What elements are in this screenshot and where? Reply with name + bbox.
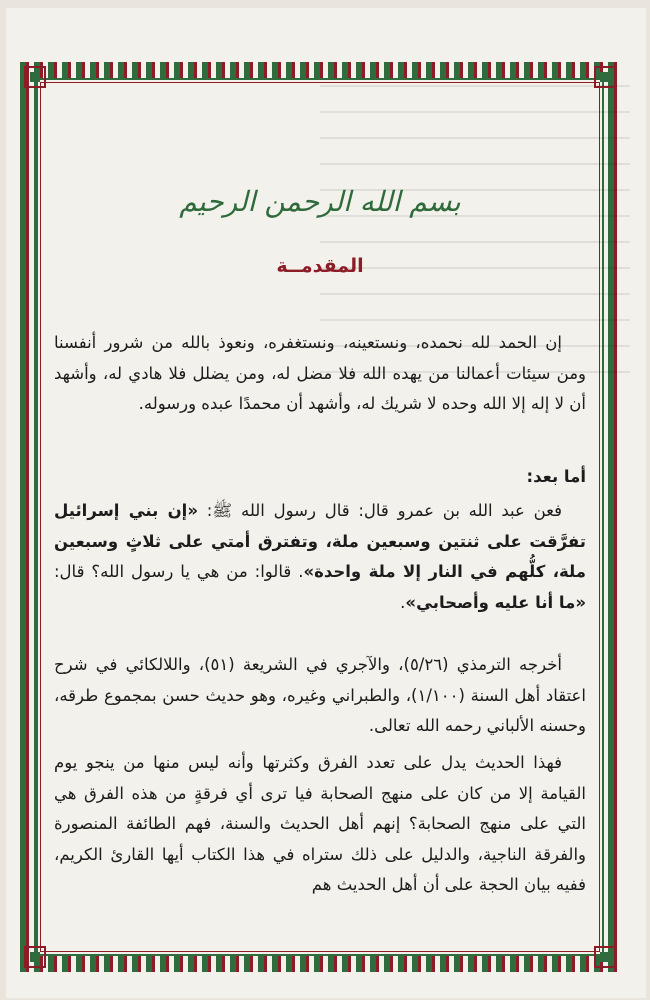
takhrij-text: أخرجه الترمذي (٥/٢٦)، والآجري في الشريعة (٥١)، واللالكائي في شرح اعتقاد أهل السنة (١/١٠٠)، والطبراني وغيره، وهو حديث حسن بمجموع طرقه، وحسنه الألباني رحمه الله تعالى. <box>54 655 586 735</box>
paragraph-hadith <box>54 496 586 618</box>
chapter-heading: المقدمــة <box>276 255 364 277</box>
hadith-answer: «ما أنا عليه وأصحابي» <box>405 592 586 612</box>
intro-text: إن الحمد لله نحمده، ونستعينه، ونستغفره، ونعوذ بالله من شرور أنفسنا ومن سيئات أعمالنا من يهده الله فلا مضل له، ومن يضلل فلا هادي له، وأشهد أن لا إله إلا الله وحده لا شريك له، وأشهد أن محمدًا عبده ورسوله. <box>54 333 586 413</box>
hadith-text: «إن بني إسرائيل تفرَّقت على ثنتين وسبعين ملة، وتفترق أمتي على ثلاثٍ وسبعين ملة، كلُّهم في النار إلا ملة واحدة» <box>54 501 586 581</box>
hadith-mid: . قالوا: من هي يا رسول الله؟ قال: <box>54 562 304 581</box>
paragraph-takhrij <box>54 650 586 742</box>
basmala: بسم الله الرحمن الرحيم <box>179 185 461 218</box>
amma-bad: أما بعد: <box>526 467 586 486</box>
hadith-intro: فعن عبد الله بن عمرو قال: قال رسول الله ﷺ: <box>197 501 562 520</box>
corner-ornament-icon <box>592 944 618 970</box>
conclusion-text: فهذا الحديث يدل على تعدد الفرق وكثرتها وأنه ليس منها من ينجو يوم القيامة إلا من كان على منهج الصحابة فيا ترى أي فرقةٍ من هذه الفرق هي التي على منهج الصحابة؟ إنهم أهل الحديث والسنة، فهم الطائفة المنصورة والفرقة الناجية، والدليل على ذلك ستراه في هذا الكتاب أيها القارئ الكريم، ففيه بيان الحجة على أن أهل الحديث هم <box>54 753 586 894</box>
paragraph-intro <box>54 328 586 420</box>
corner-ornament-icon <box>22 944 48 970</box>
paragraph-conclusion <box>54 748 586 901</box>
corner-ornament-icon <box>592 64 618 90</box>
corner-ornament-icon <box>22 64 48 90</box>
hadith-end: . <box>400 592 406 612</box>
page-content <box>54 90 586 940</box>
